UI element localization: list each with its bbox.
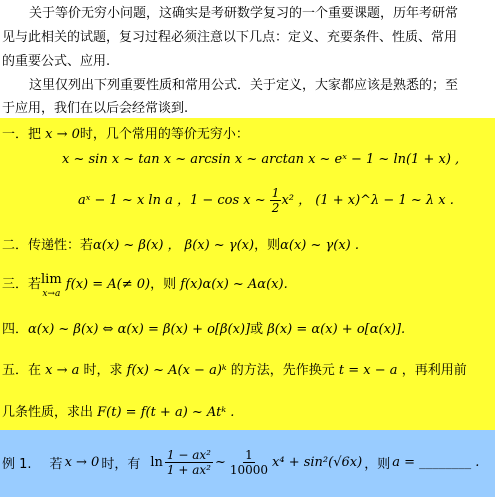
section-1-title: 一．把 x → 0时，几个常用的等价无穷小： xyxy=(2,127,249,142)
intro-line-1: 关于等价无穷小问题，这确实是考研数学复习的一个重要课题，历年考研常 xyxy=(29,6,459,21)
section-3: 三．若 lim x→a f(x) = A(≠ 0)，则 f(x)α(x) ~ Aα(x). xyxy=(2,272,288,299)
section-2: 二．传递性：若α(x) ~ β(x) ， β(x) ~ γ(x)，则α(x) ~ γ(x) . xyxy=(2,238,360,253)
section-5-line-1: 五．在 x → a 时，求 f(x) ~ A(x − a)ᵏ 的方法，先作换元 t = x − a ，再利用前 xyxy=(2,363,467,378)
section-4: 四．α(x) ~ β(x) ⇔ α(x) = β(x) + o[β(x)]或 β(x) = α(x) + o[α(x)]. xyxy=(2,322,406,337)
intro-line-2: 见与此相关的试题，复习过程必须注意以下几点：定义、充要条件、性质、常用 xyxy=(2,30,458,45)
properties-block xyxy=(0,118,495,430)
section-5-line-2: 几条性质，求出 F(t) = f(t + a) ~ Atᵏ . xyxy=(2,405,235,420)
intro-line-3: 的重要公式、应用. xyxy=(2,54,111,69)
example-label: 例 1. xyxy=(2,457,32,472)
fraction-one-half: $\frac{1}{2}$ xyxy=(271,186,280,215)
fraction-coefficient: $\frac{1}{10000}$ xyxy=(229,448,269,477)
section-1-eq1: x ~ sin x ~ tan x ~ arcsin x ~ arctan x ~ eˣ − 1 ~ ln(1 + x) , xyxy=(62,152,460,167)
example-block xyxy=(0,430,495,497)
fraction-ln-argument: $\frac{\text{1 − ax²}}{\text{1 + ax²}}$ xyxy=(166,448,211,477)
intro-line-4: 这里仅列出下列重要性质和常用公式．关于定义，大家都应该是熟悉的；至 xyxy=(29,78,459,93)
limit-operator: lim x→a xyxy=(41,272,62,299)
intro-block xyxy=(0,0,495,118)
section-1-eq2: aˣ − 1 ~ x ln a ，1 − cos x ~ $\frac{1}{2}$ x² ， (1 + x)^λ − 1 ~ λ x . xyxy=(78,186,454,215)
example-1: 例 1. 若 x → 0 时，有 ln $\frac{\text{1 − ax²}}{\text{1 + ax²}}$ ~ $\frac{1}{10000}$ x⁴ + sin²(√6x) ，则 a = ________ . xyxy=(2,448,480,477)
intro-line-5: 于应用，我们在以后会经常谈到. xyxy=(2,101,189,116)
